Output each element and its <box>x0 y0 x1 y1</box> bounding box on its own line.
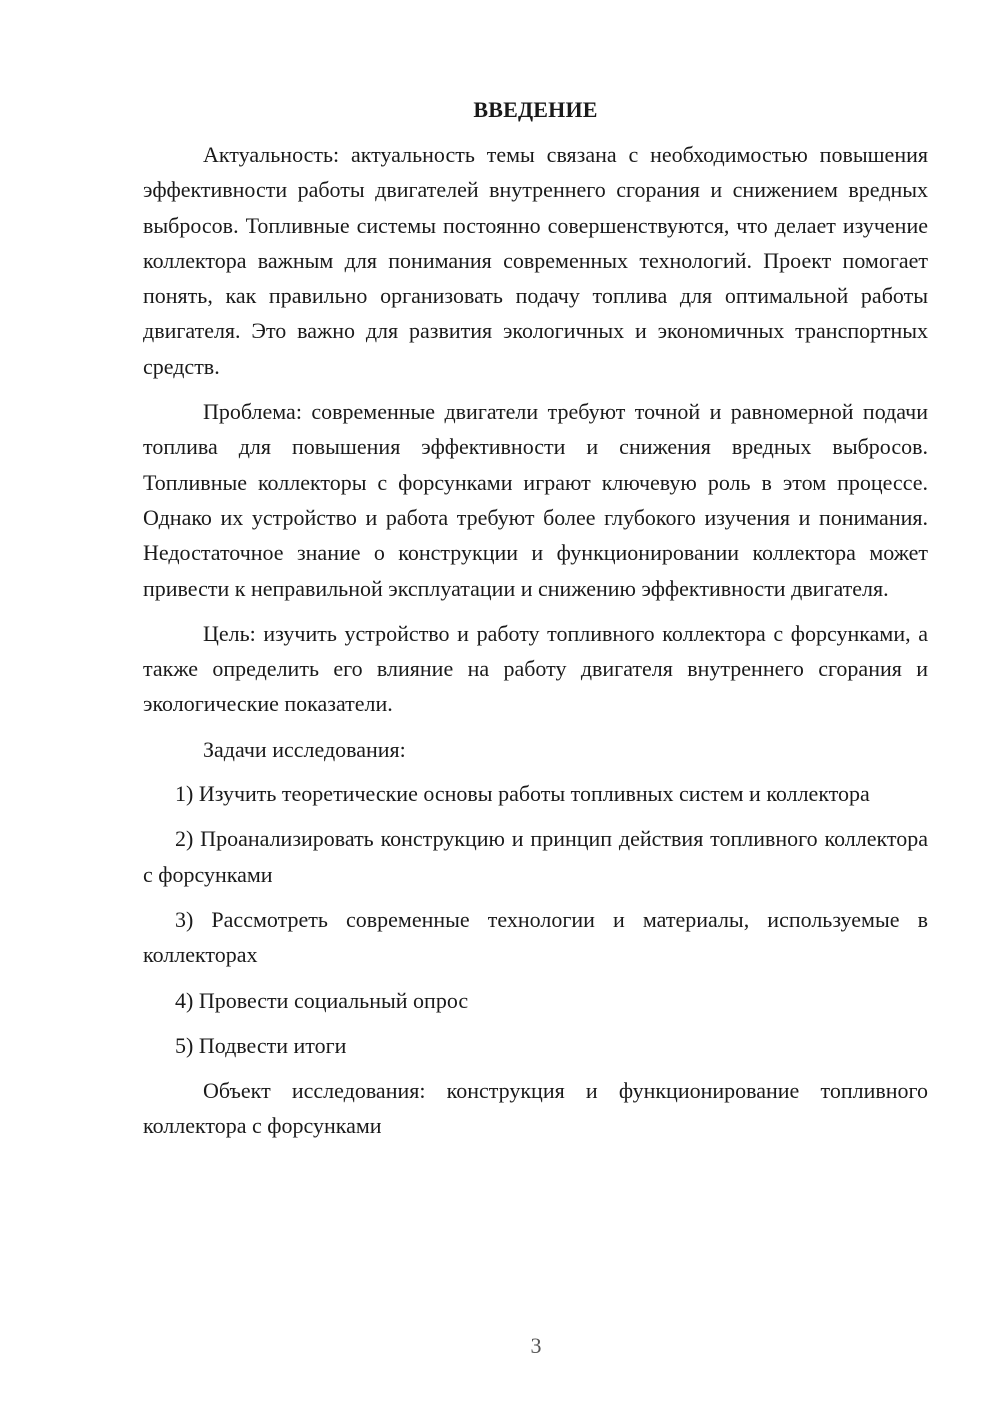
list-item: 3) Рассмотреть современные технологии и материалы, используемые в коллекторах <box>143 906 928 968</box>
page-number: 3 <box>530 1333 542 1358</box>
relevance-paragraph: Актуальность: актуальность темы связана с необходимостью повышения эффективности работы двигателей внутреннего сгорания и снижением вредных выбросов. Топливные системы постоянно совершенствуются, что делает изучение коллектора важным для понимания современных технологий. Проект помогает понять, как правильно организовать подачу топлива для оптимальной работы двигателя. Это важно для развития экологичных и экономичных транспортных средств. <box>143 142 928 379</box>
list-item: 5) Подвести итоги <box>175 1032 347 1058</box>
tasks-list <box>143 776 928 1063</box>
section-title: ВВЕДЕНИЕ <box>473 97 598 122</box>
list-item: 2) Проанализировать конструкцию и принцип действия топливного коллектора с форсунками <box>143 826 928 887</box>
problem-paragraph: Проблема: современные двигатели требуют точной и равномерной подачи топлива для повышения эффективности и снижения вредных выбросов. Топливные коллекторы с форсунками играют ключевую роль в этом процессе. Однако их устройство и работа требуют более глубокого изучения и понимания. Недостаточное знание о конструкции и функционировании коллектора может привести к неправильной эксплуатации и снижению эффективности двигателя. <box>143 399 928 601</box>
list-item: 4) Провести социальный опрос <box>175 987 469 1013</box>
document-page <box>143 92 928 1154</box>
object-paragraph: Объект исследования: конструкция и функционирование топливного коллектора с форсунками <box>143 1078 928 1139</box>
goal-paragraph: Цель: изучить устройство и работу топливного коллектора с форсунками, а также определить его влияние на работу двигателя внутреннего сгорания и экологические показатели. <box>143 620 928 717</box>
list-item: 1) Изучить теоретические основы работы топливных систем и коллектора <box>175 781 870 807</box>
tasks-heading: Задачи исследования: <box>203 736 406 762</box>
